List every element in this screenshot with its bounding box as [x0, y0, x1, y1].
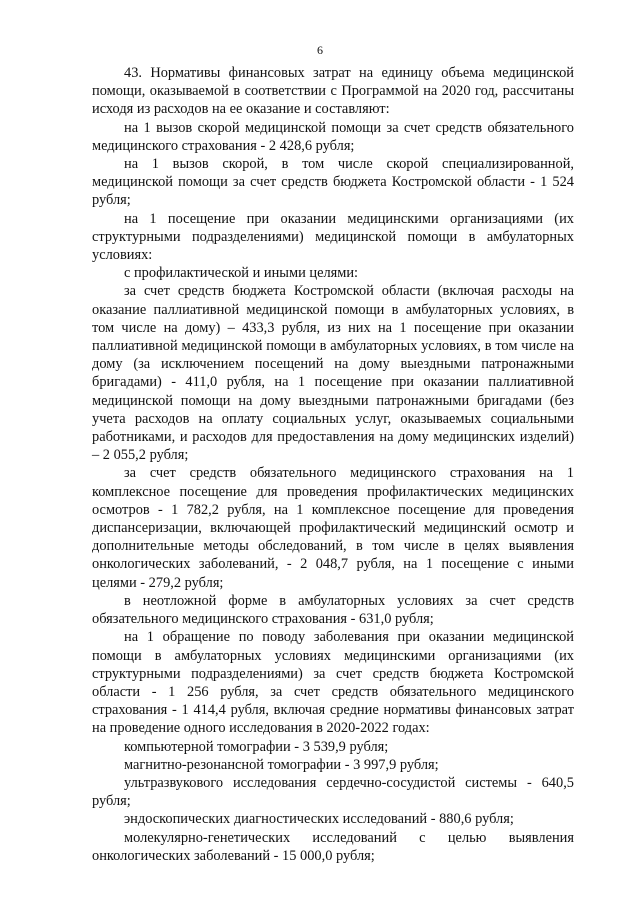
- paragraph: на 1 обращение по поводу заболевания при оказании медицинской помощи в амбулаторных условиях медицинскими организациями (их структурными подразделениями) за счет средств бюджета Костромской области - 1 256 рубля, за счет средств обязательного медицинского страхования - 1 414,4 рубля, включая средние нормативы финансовых затрат на проведение одного исследования в 2020-2022 годах:: [92, 629, 574, 737]
- paragraph: с профилактической и иными целями:: [124, 265, 359, 282]
- page-number: 6: [317, 43, 323, 57]
- paragraph: эндоскопических диагностических исследований - 880,6 рубля;: [124, 811, 514, 828]
- paragraph: компьютерной томографии - 3 539,9 рубля;: [124, 738, 389, 755]
- paragraph: на 1 вызов скорой, в том числе скорой специализированной, медицинской помощи за счет средств бюджета Костромской области - 1 524 рубля;: [92, 156, 574, 209]
- paragraph: молекулярно-генетических исследований с целью выявления онкологических заболеваний - 15 000,0 рубля;: [92, 829, 574, 864]
- paragraph: за счет средств обязательного медицинского страхования на 1 комплексное посещение для проведения профилактических медицинских осмотров - 1 782,2 рубля, на 1 комплексное посещение для проведения диспансеризации, включающей профилактический медицинский осмотр и дополнительные методы обследований, в том числе в целях выявления онкологических заболеваний, - 2 048,7 рубля, на 1 посещение с иными целями - 279,2 рубля;: [92, 465, 574, 591]
- paragraph: магнитно-резонансной томографии - 3 997,9 рубля;: [124, 756, 439, 773]
- paragraph: ультразвукового исследования сердечно-сосудистой системы - 640,5 рубля;: [92, 774, 574, 810]
- document-body: [92, 64, 574, 865]
- paragraph: на 1 вызов скорой медицинской помощи за счет средств обязательного медицинского страхования - 2 428,6 рубля;: [92, 119, 574, 154]
- paragraph: в неотложной форме в амбулаторных условиях за счет средств обязательного медицинского страхования - 631,0 рубля;: [92, 592, 574, 628]
- paragraph: на 1 посещение при оказании медицинскими организациями (их структурными подразделениями) медицинской помощи в амбулаторных условиях:: [92, 210, 574, 264]
- paragraph: 43. Нормативы финансовых затрат на единицу объема медицинской помощи, оказываемой в соответствии с Программой на 2020 год, рассчитаны исходя из расходов на ее оказание и составляют:: [92, 65, 574, 118]
- paragraph: за счет средств бюджета Костромской области (включая расходы на оказание паллиативной медицинской помощи в амбулаторных условиях, в том числе на дому) – 433,3 рубля, из них на 1 посещение при оказании паллиативной медицинской помощи в амбулаторных условиях, в том числе на дому (за исключением посещений на дому выездными патронажными бригадами) - 411,0 рубля, на 1 посещение при оказании паллиативной медицинской помощи на дому выездными патронажными бригадами (без учета расходов на оплату социальных услуг, оказываемых социальными работниками, и расходов для предоставления на дому медицинских изделий) – 2 055,2 рубля;: [92, 283, 574, 464]
